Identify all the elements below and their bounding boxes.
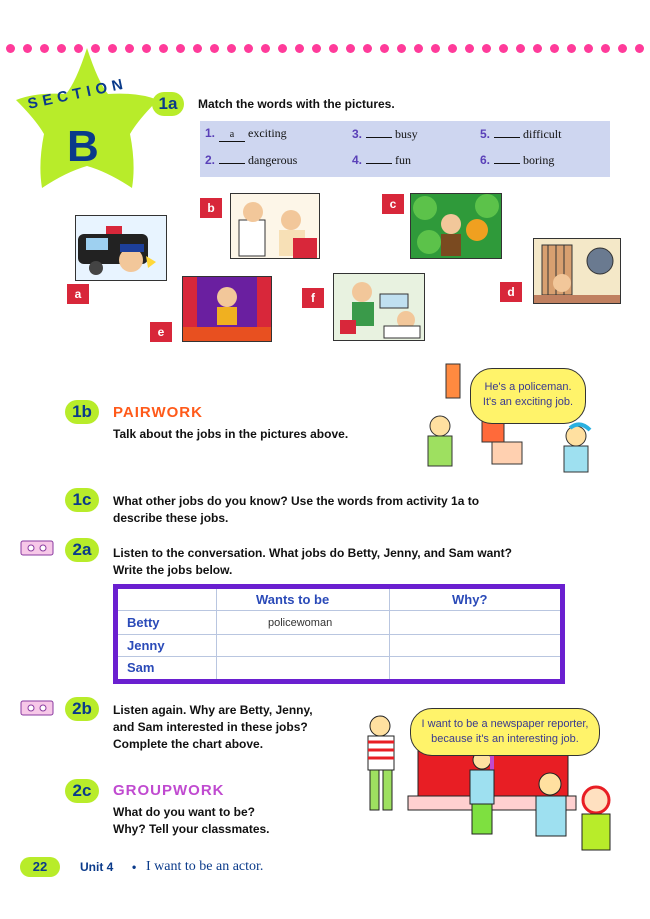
activity-badge-1b: 1b [65, 400, 99, 424]
border-dot [448, 44, 457, 53]
item-word: exciting [248, 126, 287, 140]
speech-bubble-2b [410, 708, 600, 756]
item-word: difficult [523, 127, 562, 141]
border-dot [312, 44, 321, 53]
instruction-2a-line1: Listen to the conversation. What jobs do Betty, Jenny, and Sam want? [113, 546, 512, 560]
border-dot [380, 44, 389, 53]
picture-e-actor [182, 276, 272, 342]
border-dot [346, 44, 355, 53]
border-dot [635, 44, 644, 53]
header-why: Why? [452, 592, 488, 607]
activity-badge-2a: 2a [65, 538, 99, 562]
pairwork-heading: PAIRWORK [113, 404, 203, 421]
bank-vault-illustration [534, 239, 620, 303]
border-dot [516, 44, 525, 53]
picture-label-c: c [382, 194, 404, 214]
bubble-line: I want to be a newspaper reporter, [421, 718, 589, 730]
section-letter: B [67, 122, 99, 171]
picture-a-police [75, 215, 167, 281]
picture-label-e: e [150, 322, 172, 342]
instruction-1c-line2: describe these jobs. [113, 511, 229, 525]
border-dot [329, 44, 338, 53]
border-dot [193, 44, 202, 53]
picture-label-f: f [302, 288, 324, 308]
row-name-sam: Sam [127, 660, 155, 675]
instruction-1b: Talk about the jobs in the pictures above. [113, 427, 349, 441]
doctor-illustration [231, 194, 319, 258]
border-dot [210, 44, 219, 53]
answer-jenny-why[interactable] [408, 639, 548, 653]
picture-b-doctor [230, 193, 320, 259]
answer-blank[interactable] [219, 152, 245, 164]
match-item-4 [352, 152, 411, 168]
answer-blank[interactable]: a [219, 130, 245, 142]
bubble-line: It's an exciting job. [482, 396, 574, 408]
groupwork-heading: GROUPWORK [113, 782, 225, 799]
border-dot [295, 44, 304, 53]
item-word: boring [523, 153, 555, 167]
item-number: 4. [352, 153, 363, 167]
jobs-chart [113, 584, 565, 684]
answer-blank[interactable] [366, 152, 392, 164]
match-item-2 [205, 152, 297, 168]
border-dot [227, 44, 236, 53]
answer-jenny-wants[interactable] [228, 639, 378, 653]
border-dot [499, 44, 508, 53]
item-word: busy [395, 127, 418, 141]
answer-sam-why[interactable] [408, 661, 548, 675]
border-dot [431, 44, 440, 53]
instruction-1a: Match the words with the pictures. [198, 97, 395, 111]
border-dot [550, 44, 559, 53]
border-dot [244, 44, 253, 53]
answer-blank[interactable] [366, 126, 392, 138]
jungle-tiger-illustration [411, 194, 501, 258]
item-number: 3. [352, 127, 363, 141]
instruction-1c-line1: What other jobs do you know? Use the words from activity 1a to [113, 494, 480, 508]
activity-badge-1a: 1a [152, 92, 184, 116]
border-dot [278, 44, 287, 53]
cassette-icon [20, 700, 54, 716]
border-dot [176, 44, 185, 53]
border-dot [584, 44, 593, 53]
instruction-2b-line3: Complete the chart above. [113, 737, 264, 751]
border-dot [533, 44, 542, 53]
border-dot [601, 44, 610, 53]
answer-betty-why[interactable] [408, 617, 548, 631]
picture-label-b: b [200, 198, 222, 218]
border-dot [567, 44, 576, 53]
bubble-line: He's a policeman. [484, 381, 572, 393]
speech-bubble-1b [470, 368, 586, 424]
footer-bullet: • [132, 860, 137, 874]
header-wants-to-be: Wants to be [256, 592, 330, 607]
footer-unit: Unit 4 [80, 860, 114, 874]
match-item-5 [480, 126, 561, 142]
instruction-2c-line1: What do you want to be? [113, 805, 255, 819]
stage-actor-illustration [183, 277, 271, 341]
page-number: 22 [20, 857, 60, 877]
item-number: 6. [480, 153, 491, 167]
police-car-illustration [76, 216, 166, 280]
cassette-icon [20, 540, 54, 556]
footer-title: I want to be an actor. [146, 859, 264, 874]
border-dot [618, 44, 627, 53]
row-name-jenny: Jenny [127, 638, 165, 653]
instruction-2a-line2: Write the jobs below. [113, 563, 233, 577]
bubble-line: because it's an interesting job. [431, 733, 579, 745]
picture-d-bank [533, 238, 621, 304]
border-dot [465, 44, 474, 53]
activity-badge-2b: 2b [65, 697, 99, 721]
border-dot [363, 44, 372, 53]
busy-office-illustration [334, 274, 424, 340]
picture-c-jungle [410, 193, 502, 259]
border-dot [397, 44, 406, 53]
border-dot [261, 44, 270, 53]
item-number: 5. [480, 127, 491, 141]
instruction-2b-line1: Listen again. Why are Betty, Jenny, [113, 703, 313, 717]
instruction-2b-line2: and Sam interested in these jobs? [113, 720, 308, 734]
picture-label-d: d [500, 282, 522, 302]
activity-badge-2c: 2c [65, 779, 99, 803]
answer-betty-wants[interactable]: policewoman [268, 617, 333, 629]
border-dot [414, 44, 423, 53]
match-item-1 [205, 126, 287, 142]
section-label: SECTION [26, 75, 130, 113]
item-word: fun [395, 153, 412, 167]
item-number: 2. [205, 153, 216, 167]
border-dot [482, 44, 491, 53]
item-word: dangerous [248, 153, 298, 167]
activity-badge-1c: 1c [65, 488, 99, 512]
picture-f-office [333, 273, 425, 341]
item-number: 1. [205, 126, 216, 140]
row-name-betty: Betty [127, 615, 160, 630]
answer-blank[interactable] [494, 126, 520, 138]
match-item-6 [480, 152, 554, 168]
answer-sam-wants[interactable] [228, 661, 378, 675]
answer-blank[interactable] [494, 152, 520, 164]
picture-label-a: a [67, 284, 89, 304]
match-item-3 [352, 126, 418, 142]
instruction-2c-line2: Why? Tell your classmates. [113, 822, 270, 836]
